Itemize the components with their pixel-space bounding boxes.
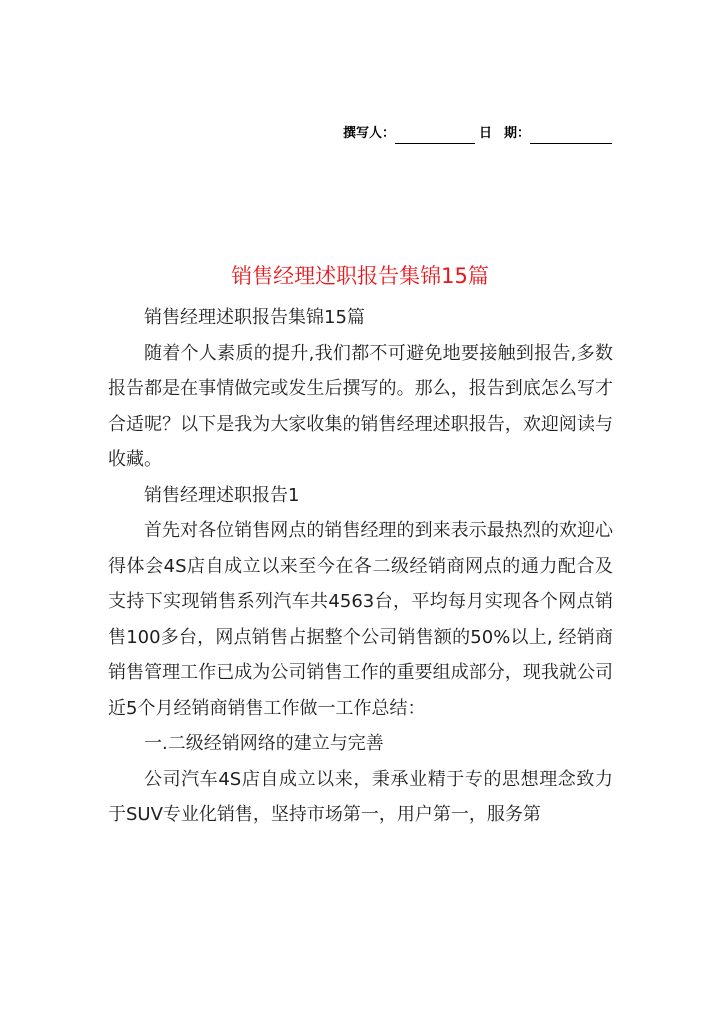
author-blank	[395, 127, 475, 144]
author-date-line	[343, 124, 612, 144]
paragraph: 公司汽车4S店自成立以来，秉承业精于专的思想理念致力于SUV专业化销售，坚持市场第一，用户第一，服务第	[108, 768, 613, 825]
paragraph: 销售经理述职报告集锦15篇	[144, 307, 365, 328]
author-label: 撰写人：	[342, 126, 395, 141]
section-heading: 一.二级经销网络的建立与完善	[144, 733, 384, 754]
paragraph: 首先对各位销售网点的销售经理的到来表示最热烈的欢迎心得体会4S店自成立以来至今在各二级经销商网点的通力配合及支持下实现销售系列汽车共4563台，平均每月实现各个网点销售100多台，网点销售占据整个公司销售额的50%以上, 经销商销售管理工作已成为公司销售工作的重要组成部分，现我就公司近5个月经销商销售工作做一工作总结：	[108, 520, 613, 719]
document-body	[108, 300, 613, 833]
document-title: 销售经理述职报告集锦15篇	[231, 264, 489, 288]
paragraph: 随着个人素质的提升,我们都不可避免地要接触到报告,多数报告都是在事情做完或发生后撰写的。那么，报告到底怎么写才合适呢？以下是我为大家收集的销售经理述职报告，欢迎阅读与收藏。	[108, 342, 613, 470]
date-label-part2: 期：	[503, 126, 530, 141]
section-heading: 销售经理述职报告1	[144, 484, 300, 506]
date-label	[479, 124, 530, 144]
date-label-part1: 日	[478, 126, 492, 141]
date-blank	[530, 127, 612, 144]
